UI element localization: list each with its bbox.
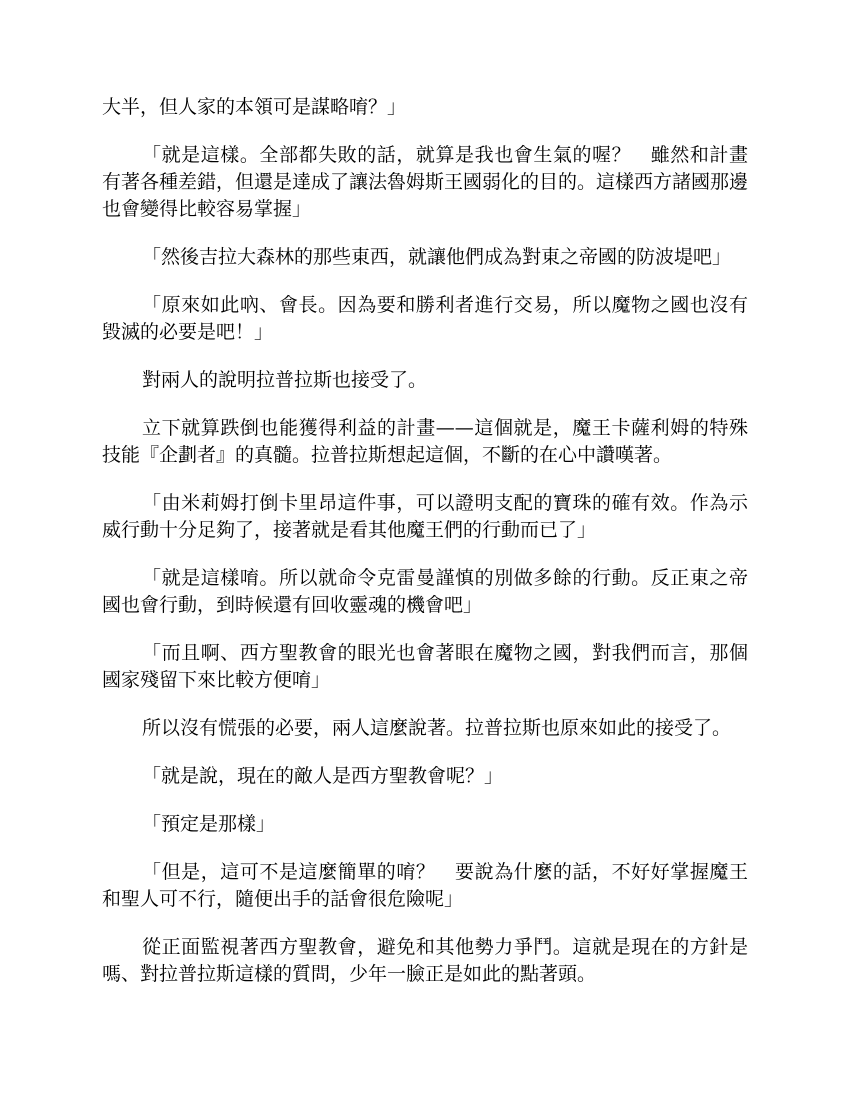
paragraph-10: 所以沒有慌張的必要，兩人這麼說著。拉普拉斯也原來如此的接受了。	[142, 717, 732, 739]
paragraph-11: 「就是說，現在的敵人是西方聖教會呢？」	[142, 765, 504, 787]
paragraph-9: 「而且啊、西方聖教會的眼光也會著眼在魔物之國，對我們而言，那個國家殘留下來比較方便唷」	[102, 642, 748, 691]
paragraph-12: 「預定是那樣」	[142, 813, 276, 835]
paragraph-4: 「原來如此吶、會長。因為要和勝利者進行交易，所以魔物之國也沒有毀滅的必要是吧！」	[102, 294, 748, 343]
paragraph-13: 「但是，這可不是這麼簡單的唷？ 要說為什麼的話，不好好掌握魔王和聖人可不行，隨便出手的話會很危險呢」	[102, 861, 748, 910]
paragraph-8: 「就是這樣唷。所以就命令克雷曼謹慎的別做多餘的行動。反正東之帝國也會行動，到時候還有回收靈魂的機會吧」	[102, 567, 748, 616]
paragraph-14: 從正面監視著西方聖教會，避免和其他勢力爭鬥。這就是現在的方針是嗎、對拉普拉斯這樣的質問，少年一臉正是如此的點著頭。	[102, 936, 748, 985]
paragraph-6: 立下就算跌倒也能獲得利益的計畫——這個就是，魔王卡薩利姆的特殊技能『企劃者』的真髓。拉普拉斯想起這個，不斷的在心中讚嘆著。	[102, 417, 748, 466]
document-page	[102, 94, 748, 1009]
paragraph-3: 「然後吉拉大森林的那些東西，就讓他們成為對東之帝國的防波堤吧」	[142, 246, 732, 268]
paragraph-5: 對兩人的說明拉普拉斯也接受了。	[142, 369, 428, 391]
paragraph-1: 大半，但人家的本領可是謀略唷？」	[102, 96, 407, 118]
paragraph-7: 「由米莉姆打倒卡里昂這件事，可以證明支配的寶珠的確有效。作為示威行動十分足夠了，接著就是看其他魔王們的行動而已了」	[102, 492, 748, 541]
paragraph-2: 「就是這樣。全部都失敗的話，就算是我也會生氣的喔？ 雖然和計畫有著各種差錯，但還是達成了讓法魯姆斯王國弱化的目的。這樣西方諸國那邊也會變得比較容易掌握」	[102, 144, 749, 220]
